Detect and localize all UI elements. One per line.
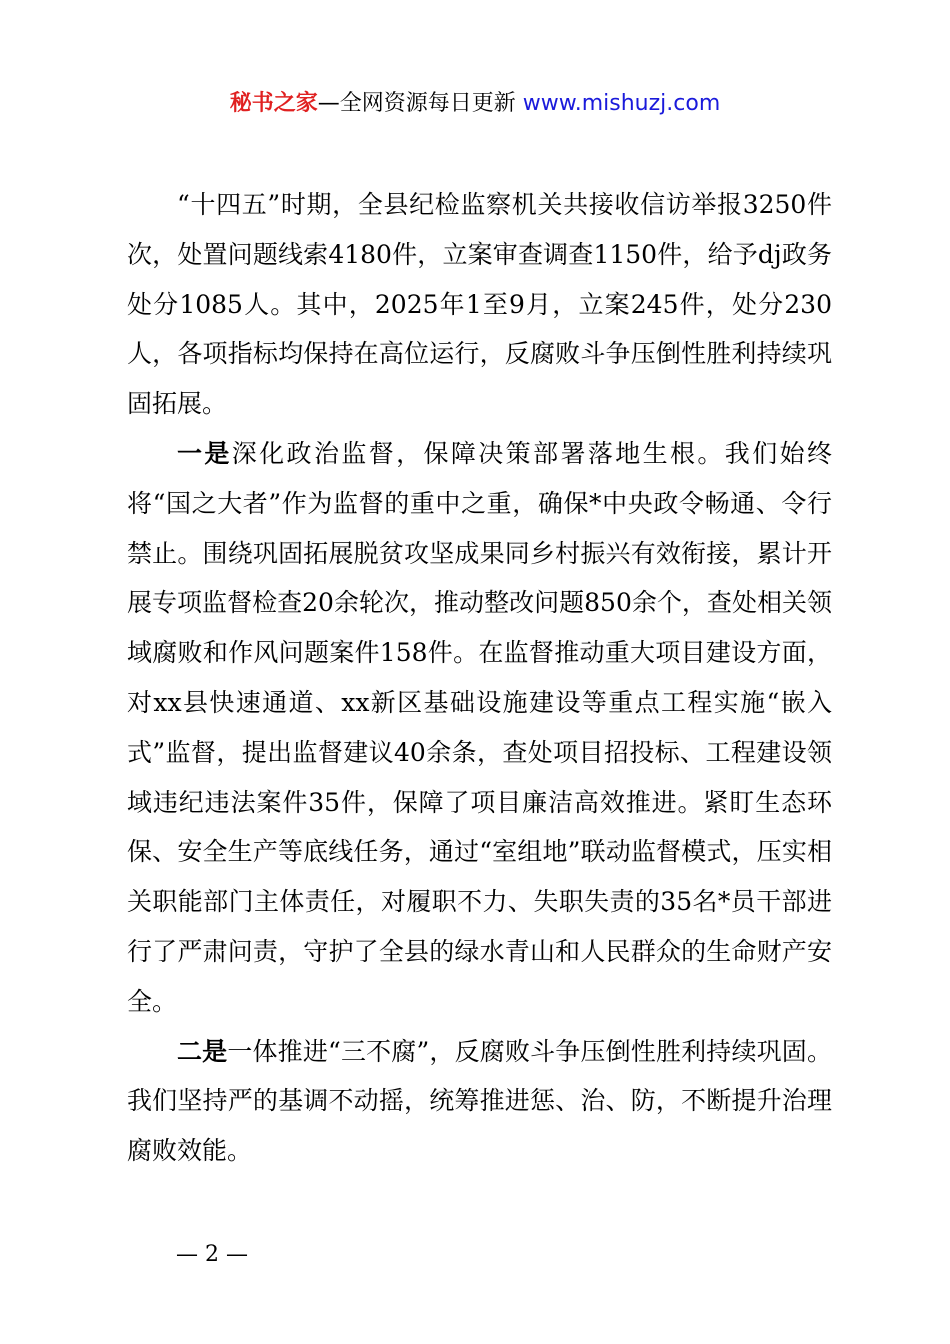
site-header — [0, 88, 950, 120]
document-body — [127, 180, 832, 1176]
site-url[interactable]: www.mishuzj.com — [522, 91, 721, 116]
paragraph-point-two — [127, 1027, 832, 1176]
page-number: — 2 — — [176, 1242, 248, 1267]
paragraph-lead: 二是 — [177, 1036, 228, 1066]
header-tagline: —全网资源每日更新 — [317, 91, 523, 116]
paragraph-intro — [127, 180, 832, 429]
paragraph-text: “十四五”时期，全县纪检监察机关共接收信访举报3250件次，处置问题线索4180件，立案审查调查1150件，给予dj政务处分1085人。其中，2025年1至9月，立案245件，处分230人，各项指标均保持在高位运行，反腐败斗争压倒性胜利持续巩固拓展。 — [127, 190, 832, 419]
paragraph-text: 一体推进“三不腐”，反腐败斗争压倒性胜利持续巩固。我们坚持严的基调不动摇，统筹推进惩、治、防，不断提升治理腐败效能。 — [127, 1036, 832, 1166]
brand-name: 秘书之家 — [229, 91, 318, 116]
paragraph-text: 深化政治监督，保障决策部署落地生根。我们始终将“国之大者”作为监督的重中之重，确保*中央政令畅通、令行禁止。围绕巩固拓展脱贫攻坚成果同乡村振兴有效衔接，累计开展专项监督检查20余轮次，推动整改问题850余个，查处相关领域腐败和作风问题案件158件。在监督推动重大项目建设方面，对xx县快速通道、xx新区基础设施建设等重点工程实施“嵌入式”监督，提出监督建议40余条，查处项目招投标、工程建设领域违纪违法案件35件，保障了项目廉洁高效推进。紧盯生态环保、安全生产等底线任务，通过“室组地”联动监督模式，压实相关职能部门主体责任，对履职不力、失职失责的35名*员干部进行了严肃问责，守护了全县的绿水青山和人民群众的生命财产安全。 — [127, 438, 832, 1016]
paragraph-lead: 一是 — [177, 438, 232, 468]
paragraph-point-one — [127, 429, 832, 1027]
